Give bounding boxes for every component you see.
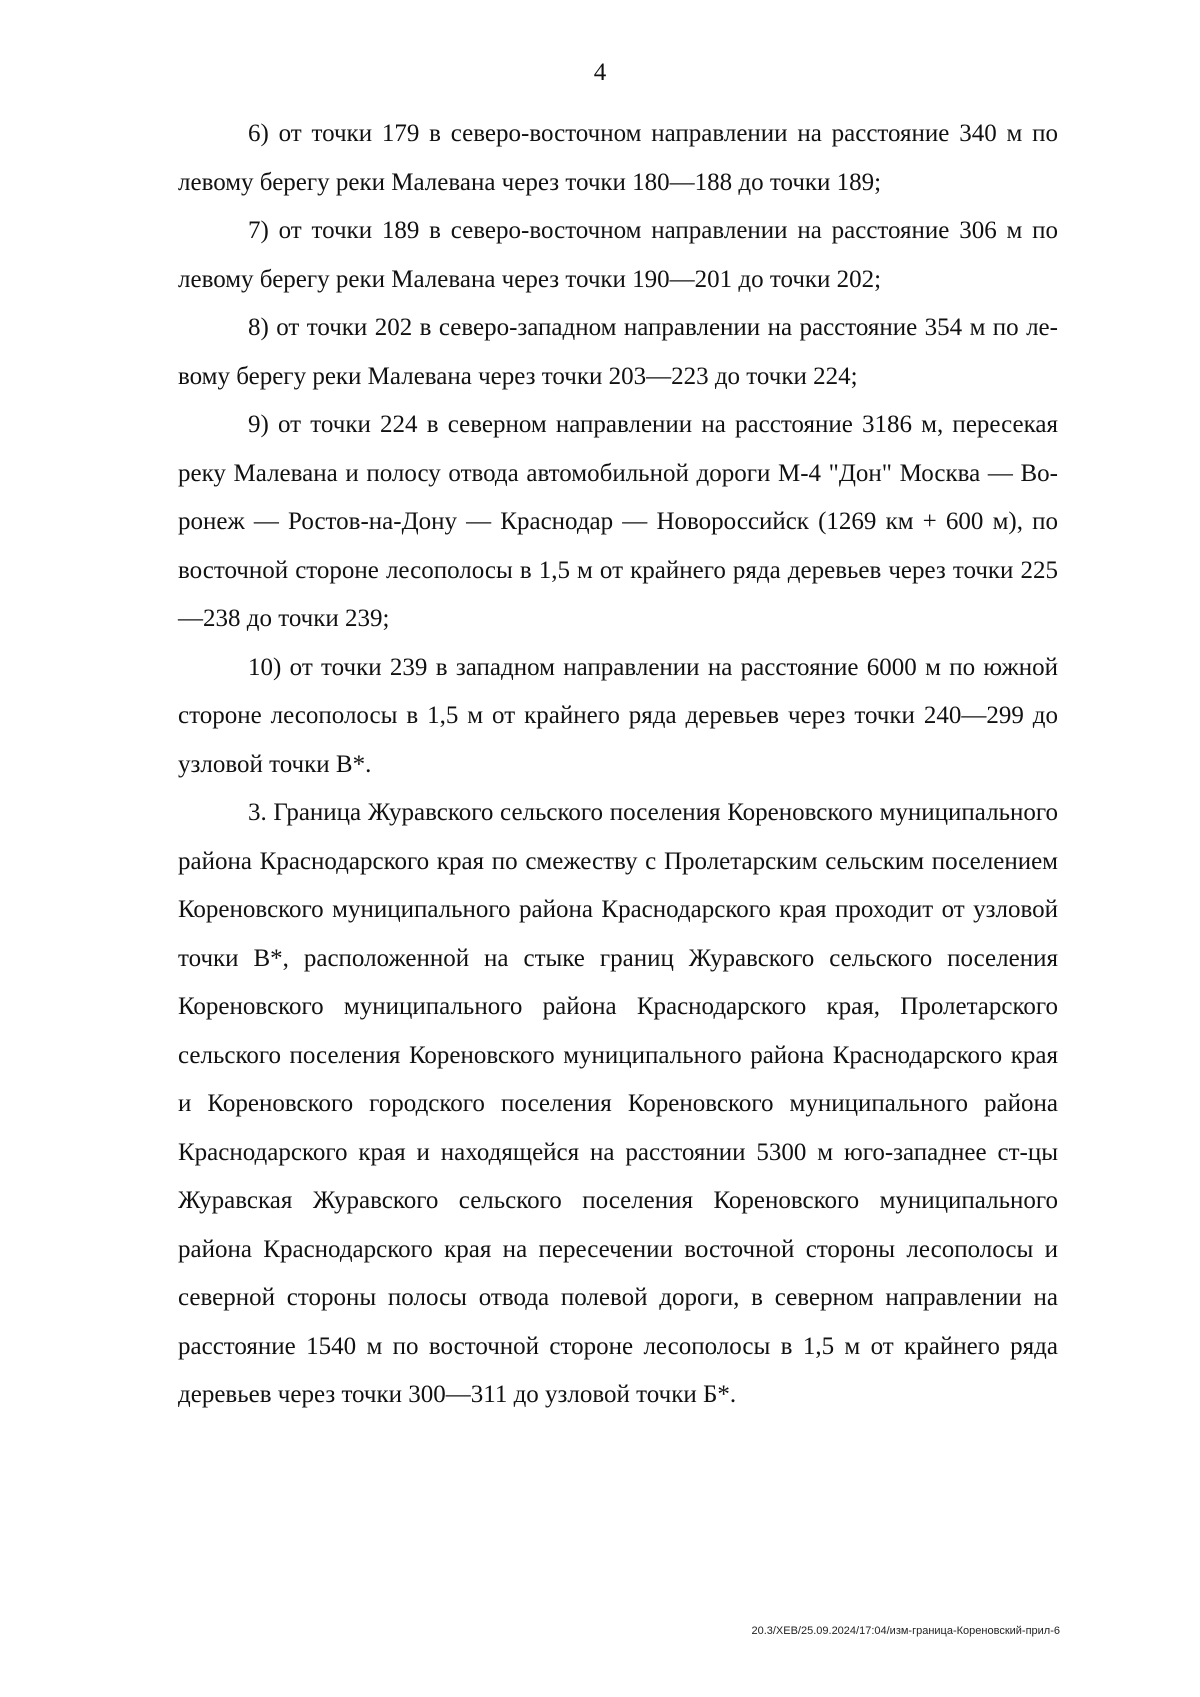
page-number: 4 (593, 59, 607, 86)
footer-reference: 20.3/ХЕВ/25.09.2024/17:04/изм-граница-Кореновский-прил-6 (751, 1625, 1060, 1637)
document-body (178, 110, 1058, 1420)
paragraph-item-10: 10) от точки 239 в западном направлении на расстояние 6000 м по южной стороне лесополосы в 1,5 м от крайнего ряда деревьев через точки 240—299 до узловой точки В*. (178, 653, 1058, 778)
paragraph-section-3: 3. Граница Журавского сельского поселения Кореновского муниципального района Краснодарского края по смежеству с Пролетарским сельским поселением Кореновского муниципального района Краснодарского края проходит от узловой точки В*, расположенной на стыке границ Журавского сельского поселения Кореновского муниципального района Краснодарского края, Пролетарского сельского поселения Кореновского муниципального района Краснодарского края и Кореновского городского поселения Кореновского муниципального района Краснодарского края и находящейся на расстоянии 5300 м юго-западнее ст-цы Журавская Журавского сельского поселения Кореновского муниципального района Краснодарского края на пересечении восточной стороны лесополосы и северной стороны полосы отвода полевой дороги, в северном направлении на расстояние 1540 м по восточной стороне лесополосы в 1,5 м от крайнего ряда деревьев через точки 300—311 до узловой точки Б*. (178, 799, 1058, 1408)
paragraph-item-8: 8) от точки 202 в северо-западном направлении на расстояние 354 м по левому берегу реки Малевана через точки 203—223 до точки 224; (178, 314, 1058, 390)
paragraph-item-7: 7) от точки 189 в северо-восточном направлении на расстояние 306 м по левому берегу реки Малевана через точки 190—201 до точки 202; (178, 217, 1058, 293)
paragraph-item-6: 6) от точки 179 в северо-восточном направлении на расстояние 340 м по левому берегу реки Малевана через точки 180—188 до точки 189; (178, 120, 1058, 196)
paragraph-item-9: 9) от точки 224 в северном направлении на расстояние 3186 м, пересекая реку Малевана и полосу отвода автомобильной дороги М-4 "Дон" Москва — Воронеж — Ростов-на-Дону — Краснодар — Новороссийск (1269 км + 600 м), по восточной стороне лесополосы в 1,5 м от крайнего ряда деревьев через точки 225—238 до точки 239; (178, 411, 1058, 632)
